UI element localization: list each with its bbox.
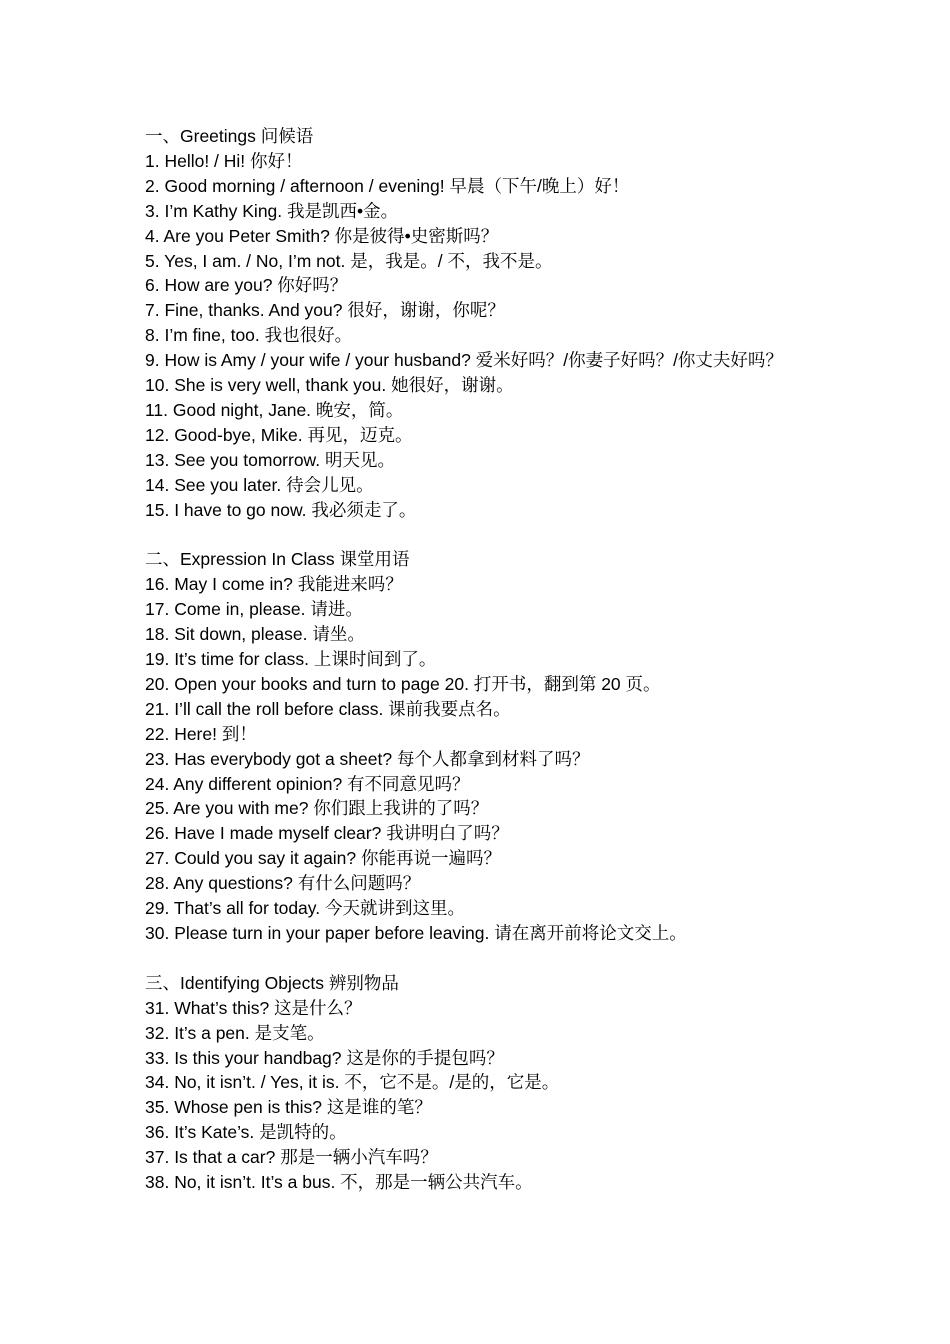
list-item: 3. I’m Kathy King. 我是凯西•金。: [145, 200, 399, 221]
list-item: 1. Hello! / Hi! 你好！: [145, 150, 303, 171]
section-heading-expression-in-class: 二、Expression In Class 课堂用语: [145, 549, 410, 570]
list-item: 6. How are you? 你好吗？: [145, 275, 348, 296]
list-item: 33. Is this your handbag? 这是你的手提包吗？: [145, 1047, 504, 1068]
list-item: 32. It’s a pen. 是支笔。: [145, 1022, 325, 1043]
list-item: 16. May I come in? 我能进来吗？: [145, 574, 403, 595]
section-spacer: [145, 523, 810, 548]
list-item: 11. Good night, Jane. 晚安，简。: [145, 399, 404, 420]
list-item: 36. It’s Kate’s. 是凯特的。: [145, 1122, 347, 1143]
list-item: 35. Whose pen is this? 这是谁的笔？: [145, 1097, 432, 1118]
list-item: 20. Open your books and turn to page 20. 打开书，翻到第 20 页。: [145, 673, 661, 694]
list-item: 14. See you later. 待会儿见。: [145, 474, 374, 495]
list-item: 5. Yes, I am. / No, I’m not. 是，我是。/ 不，我不是。: [145, 250, 553, 271]
list-item: 30. Please turn in your paper before leaving. 请在离开前将论文交上。: [145, 922, 687, 943]
list-item: 13. See you tomorrow. 明天见。: [145, 449, 395, 470]
list-item: 31. What’s this? 这是什么？: [145, 997, 362, 1018]
list-item: 25. Are you with me? 你们跟上我讲的了吗？: [145, 798, 489, 819]
list-item: 7. Fine, thanks. And you? 很好，谢谢，你呢？: [145, 300, 505, 321]
section-heading-greetings: 一、Greetings 问候语: [145, 126, 314, 146]
list-item: 12. Good-bye, Mike. 再见，迈克。: [145, 424, 413, 445]
list-item: 8. I’m fine, too. 我也很好。: [145, 325, 353, 346]
list-item: 37. Is that a car? 那是一辆小汽车吗？: [145, 1147, 438, 1168]
list-item: 24. Any different opinion? 有不同意见吗？: [145, 773, 470, 794]
document-page: [145, 124, 810, 1195]
list-item: 17. Come in, please. 请进。: [145, 599, 363, 620]
list-item: 23. Has everybody got a sheet? 每个人都拿到材料了吗？: [145, 748, 590, 769]
list-item: 29. That’s all for today. 今天就讲到这里。: [145, 898, 465, 919]
section-spacer: [145, 946, 810, 971]
list-item: 19. It’s time for class. 上课时间到了。: [145, 649, 437, 670]
section-heading-identifying-objects: 三、Identifying Objects 辨别物品: [145, 972, 399, 993]
list-item: 21. I’ll call the roll before class. 课前我要点名。: [145, 698, 511, 719]
list-item: 38. No, it isn’t. It’s a bus. 不，那是一辆公共汽车。: [145, 1172, 533, 1193]
list-item: 9. How is Amy / your wife / your husband? 爱米好吗？/你妻子好吗？/你丈夫好吗？: [145, 350, 783, 371]
list-item: 26. Have I made myself clear? 我讲明白了吗？: [145, 823, 509, 844]
list-item: 28. Any questions? 有什么问题吗？: [145, 873, 421, 894]
list-item: 2. Good morning / afternoon / evening! 早晨（下午/晚上）好！: [145, 175, 630, 196]
list-item: 18. Sit down, please. 请坐。: [145, 624, 365, 645]
list-item: 4. Are you Peter Smith? 你是彼得•史密斯吗？: [145, 225, 499, 246]
list-item: 10. She is very well, thank you. 她很好，谢谢。: [145, 375, 514, 396]
list-item: 34. No, it isn’t. / Yes, it is. 不，它不是。/是的，它是。: [145, 1072, 560, 1093]
list-item: 15. I have to go now. 我必须走了。: [145, 499, 417, 520]
list-item: 27. Could you say it again? 你能再说一遍吗？: [145, 848, 501, 869]
list-item: 22. Here! 到！: [145, 723, 257, 744]
